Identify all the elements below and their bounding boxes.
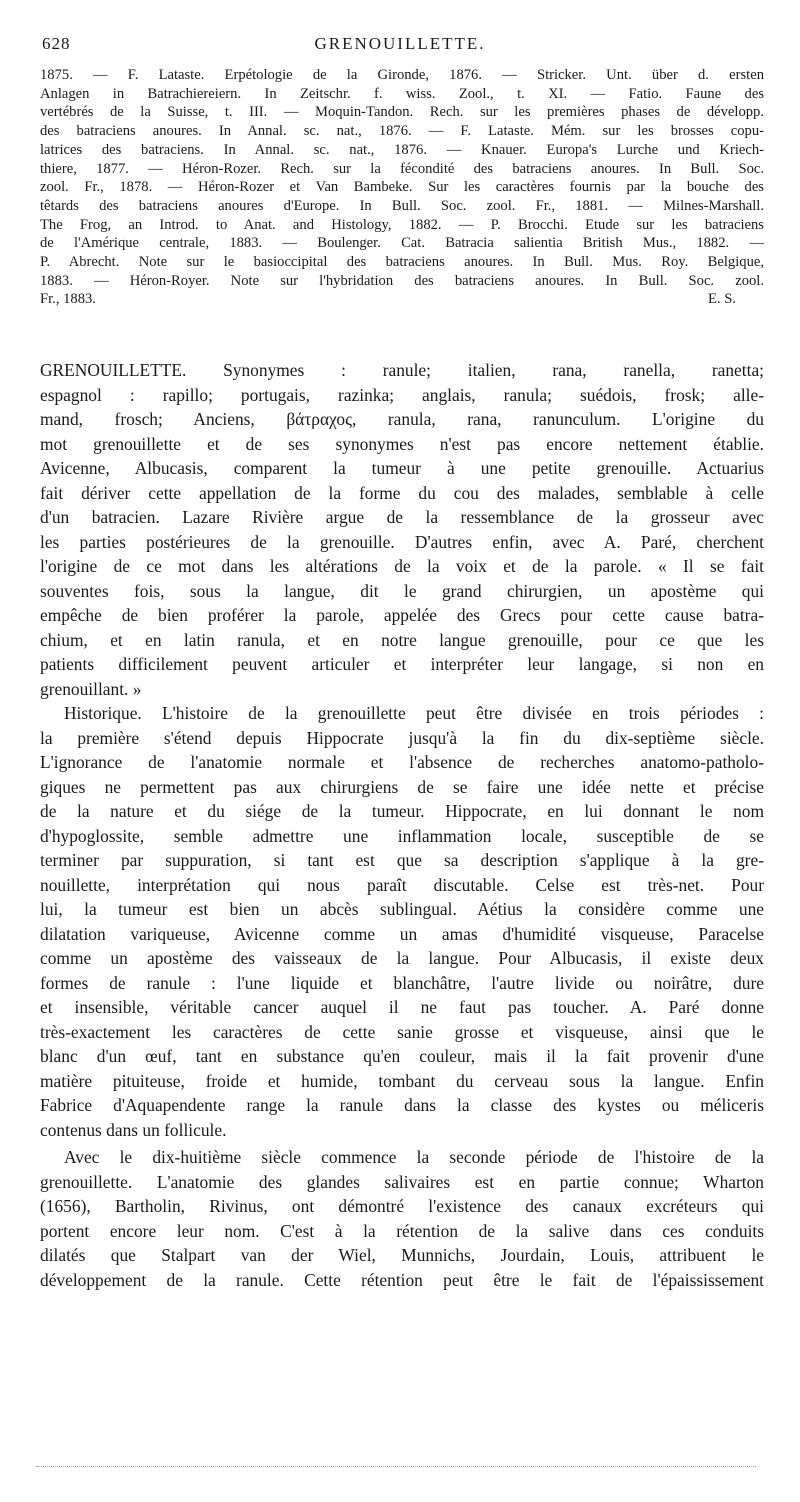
article-line: l'origine de ce mot dans les altérations de la voix et de la parole. « Il se fait xyxy=(40,556,764,576)
article-line: terminer par suppuration, si tant est que sa description s'applique à la gre- xyxy=(40,850,764,870)
page-header xyxy=(40,34,760,60)
article-line: blanc d'un œuf, tant en substance qu'en couleur, mais il la fait provenir d'une xyxy=(40,1046,764,1066)
article-line: dilatés que Stalpart van der Wiel, Munnichs, Jourdain, Louis, attribuent le xyxy=(40,1245,764,1265)
article-line: portent encore leur nom. C'est à la rétention de la salive dans ces conduits xyxy=(40,1220,764,1241)
article-line: d'un batracien. Lazare Rivière argue de la ressemblance de la grosseur avec xyxy=(40,507,764,527)
article-line: d'hypoglossite, semble admettre une inflammation locale, susceptible de se xyxy=(40,825,764,846)
article-line: nouillette, interprétation qui nous paraît discutable. Celse est très-net. Pour xyxy=(40,874,764,895)
article-line: dilatation variqueuse, Avicenne comme un amas d'humidité visqueuse, Paracelse xyxy=(40,923,764,944)
article-line: L'ignorance de l'anatomie normale et l'absence de recherches anatomo-patholo- xyxy=(40,752,764,772)
article-line: GRENOUILLETTE. Synonymes : ranule; italien, rana, ranella, ranetta; xyxy=(40,360,764,380)
article-line: comme un apostème des vaisseaux de la langue. Pour Albucasis, il existe deux xyxy=(40,948,764,968)
article-line: chium, et en latin ranula, et en notre langue grenouille, pour ce que les xyxy=(40,629,764,650)
article-line: souventes fois, sous la langue, dit le grand chirurgien, un apostème qui xyxy=(40,580,764,601)
bibliography-line: de l'Amérique centrale, 1883. — Boulenger. Cat. Batracia salientia British Mus., 1882. — xyxy=(40,235,764,252)
article-line: Avicenne, Albucasis, comparent la tumeur à une petite grenouille. Actuarius xyxy=(40,458,764,478)
bibliography-line: thiere, 1877. — Héron-Rozer. Rech. sur la fécondité des batraciens anoures. In Bull. Soc. xyxy=(40,160,764,177)
bibliography-line: Fr., 1883. xyxy=(40,291,96,308)
bibliography-line: zool. Fr., 1878. — Héron-Rozer et Van Bambeke. Sur les caractères fournis par la bouche des xyxy=(40,179,764,196)
bibliography-line: des batraciens anoures. In Annal. sc. nat., 1876. — F. Lataste. Mém. sur les brosses copu- xyxy=(40,123,764,140)
bibliography-line: vertébrés de la Suisse, t. III. — Moquin-Tandon. Rech. sur les premières phases de développ. xyxy=(40,104,764,121)
article-line: lui, la tumeur est bien un abcès sublingual. Aétius la considère comme une xyxy=(40,899,764,919)
running-head: GRENOUILLETTE. xyxy=(314,34,486,53)
article-line: matière pituiteuse, froide et humide, tombant du cerveau sous la langue. Enfin xyxy=(40,1070,764,1091)
article-line: la première s'étend depuis Hippocrate jusqu'à la fin du dix-septième siècle. xyxy=(40,727,764,748)
article-line: fait dériver cette appellation de la forme du cou des malades, semblable à celle xyxy=(40,482,764,503)
article-line: grenouillant. » xyxy=(40,678,142,699)
bibliography-line: 1875. — F. Lataste. Erpétologie de la Gironde, 1876. — Stricker. Unt. über d. ersten xyxy=(40,67,764,83)
article-line: mot grenouillette et de ses synonymes n'est pas encore nettement établie. xyxy=(40,433,764,454)
bibliography-line: The Frog, an Introd. to Anat. and Histology, 1882. — P. Brocchi. Etude sur les batraciens xyxy=(40,216,764,233)
article-line: espagnol : rapillo; portugais, razinka; anglais, ranula; suédois, frosk; alle- xyxy=(40,384,764,405)
bibliography-line: Anlagen in Batrachiereiern. In Zeitschr. f. wiss. Zool., t. XI. — Fatio. Faune des xyxy=(40,85,764,102)
bibliography-block xyxy=(40,66,764,309)
article-line: développement de la ranule. Cette rétention peut être le fait de l'épaississement xyxy=(40,1269,764,1290)
article-line: très-exactement les caractères de cette sanie grosse et visqueuse, ainsi que le xyxy=(40,1021,764,1042)
page-bottom-rule xyxy=(36,1466,756,1471)
article-line: empêche de bien proférer la parole, appelée des Grecs pour cette cause batra- xyxy=(40,605,764,625)
article-line: contenus dans un follicule. xyxy=(40,1119,227,1140)
article-line: patients difficilement peuvent articuler et interpréter leur langage, si non en xyxy=(40,654,764,674)
article-line: les parties postérieures de la grenouille. D'autres enfin, avec A. Paré, cherchent xyxy=(40,531,764,552)
bibliography-line: latrices des batraciens. In Annal. sc. nat., 1876. — Knauer. Europa's Lurche und Kriech- xyxy=(40,141,764,158)
article-line: mand, frosch; Anciens, βάτραχος, ranula, rana, ranunculum. L'origine du xyxy=(40,409,764,429)
article-line: Avec le dix-huitième siècle commence la seconde période de l'histoire de la xyxy=(64,1147,764,1167)
article-line: (1656), Bartholin, Rivinus, ont démontré l'existence des canaux excréteurs qui xyxy=(40,1196,764,1216)
article-line: de la nature et du siége de la tumeur. Hippocrate, en lui donnant le nom xyxy=(40,801,764,821)
bibliography-line: 1883. — Héron-Royer. Note sur l'hybridation des batraciens anoures. In Bull. Soc. zool. xyxy=(40,272,764,289)
article-line: Historique. L'histoire de la grenouillette peut être divisée en trois périodes : xyxy=(64,703,764,723)
author-signature: E. S. xyxy=(708,291,736,308)
article-line: Fabrice d'Aquapendente range la ranule dans la classe des kystes ou méliceris xyxy=(40,1095,764,1115)
bibliography-line: P. Abrecht. Note sur le basioccipital des batraciens anoures. In Bull. Mus. Roy. Belgique, xyxy=(40,254,764,271)
page-number: 628 xyxy=(42,34,71,53)
bibliography-final-line xyxy=(40,290,764,309)
bibliography-line: têtards des batraciens anoures d'Europe. In Bull. Soc. zool. Fr., 1881. — Milnes-Marshall. xyxy=(40,197,764,214)
article-line: giques ne permettent pas aux chirurgiens de se faire une idée nette et précise xyxy=(40,776,764,797)
article-line: grenouillette. L'anatomie des glandes salivaires est en partie connue; Wharton xyxy=(40,1171,764,1192)
article-text xyxy=(40,358,764,1292)
article-line: formes de ranule : l'une liquide et blanchâtre, l'autre livide ou noirâtre, dure xyxy=(40,972,764,993)
article-line: et insensible, véritable cancer auquel il ne faut pas toucher. A. Paré donne xyxy=(40,997,764,1017)
